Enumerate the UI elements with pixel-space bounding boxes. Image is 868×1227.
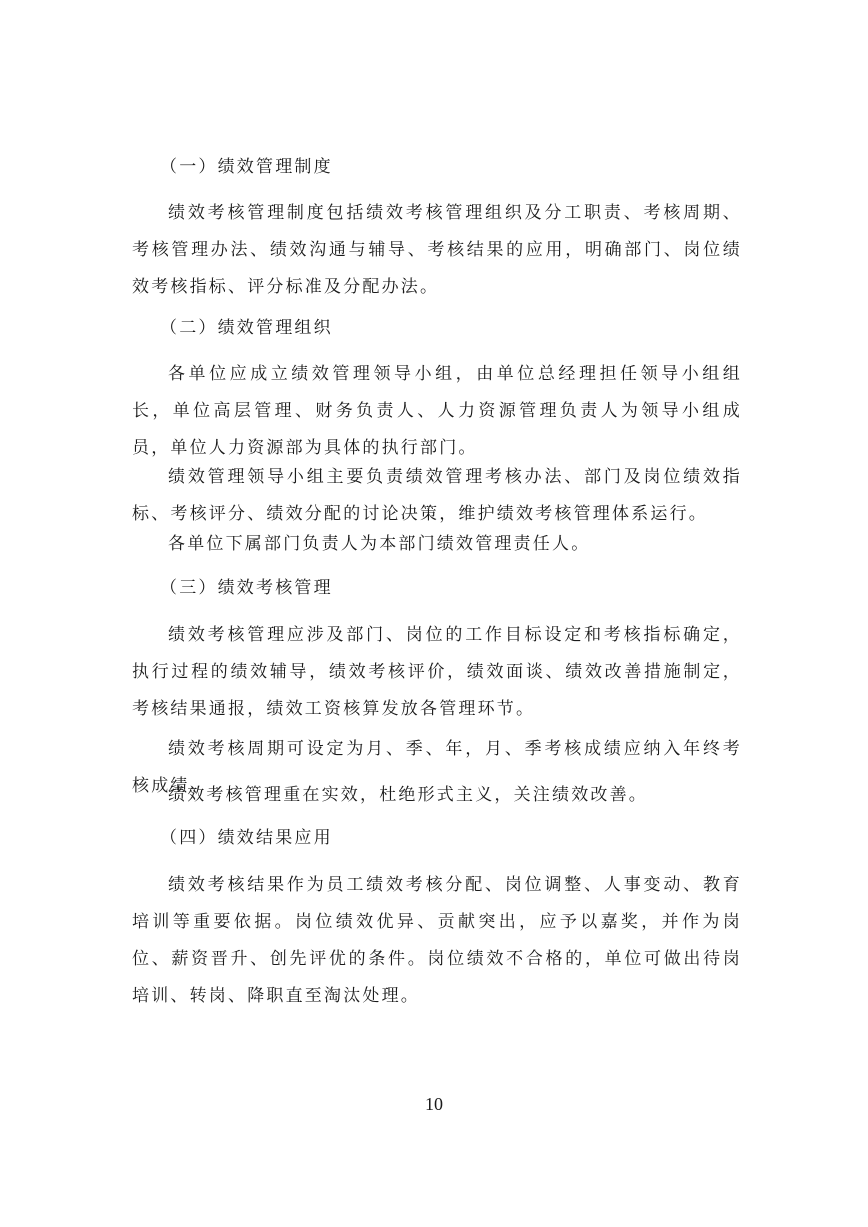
paragraph-3-1: 绩效考核管理应涉及部门、岗位的工作目标设定和考核指标确定，执行过程的绩效辅导，绩效考核评价，绩效面谈、绩效改善措施制定，考核结果通报，绩效工资核算发放各管理环节。	[132, 625, 742, 719]
paragraph-3-3: 绩效考核管理重在实效，杜绝形式主义，关注绩效改善。	[168, 785, 648, 805]
paragraph-4-1: 绩效考核结果作为员工绩效考核分配、岗位调整、人事变动、教育培训等重要依据。岗位绩效优异、贡献突出，应予以嘉奖，并作为岗位、薪资晋升、创先评优的条件。岗位绩效不合格的，单位可做出待岗培训、转岗、降职直至淘汰处理。	[132, 875, 742, 1006]
page-number: 10	[425, 1094, 443, 1114]
section-heading-3: （三）绩效考核管理	[160, 578, 333, 598]
section-heading-1: （一）绩效管理制度	[160, 157, 333, 177]
section-heading-4: （四）绩效结果应用	[160, 828, 333, 848]
paragraph-1-1: 绩效考核管理制度包括绩效考核管理组织及分工职责、考核周期、考核管理办法、绩效沟通与辅导、考核结果的应用，明确部门、岗位绩效考核指标、评分标准及分配办法。	[132, 203, 742, 297]
paragraph-2-3: 各单位下属部门负责人为本部门绩效管理责任人。	[168, 534, 591, 554]
paragraph-2-2: 绩效管理领导小组主要负责绩效管理考核办法、部门及岗位绩效指标、考核评分、绩效分配的讨论决策，维护绩效考核管理体系运行。	[132, 467, 742, 524]
section-heading-2: （二）绩效管理组织	[160, 318, 333, 338]
paragraph-3-2: 绩效考核周期可设定为月、季、年，月、季考核成绩应纳入年终考核成绩。	[132, 739, 742, 796]
paragraph-2-1: 各单位应成立绩效管理领导小组，由单位总经理担任领导小组组长，单位高层管理、财务负责人、人力资源管理负责人为领导小组成员，单位人力资源部为具体的执行部门。	[132, 364, 742, 458]
